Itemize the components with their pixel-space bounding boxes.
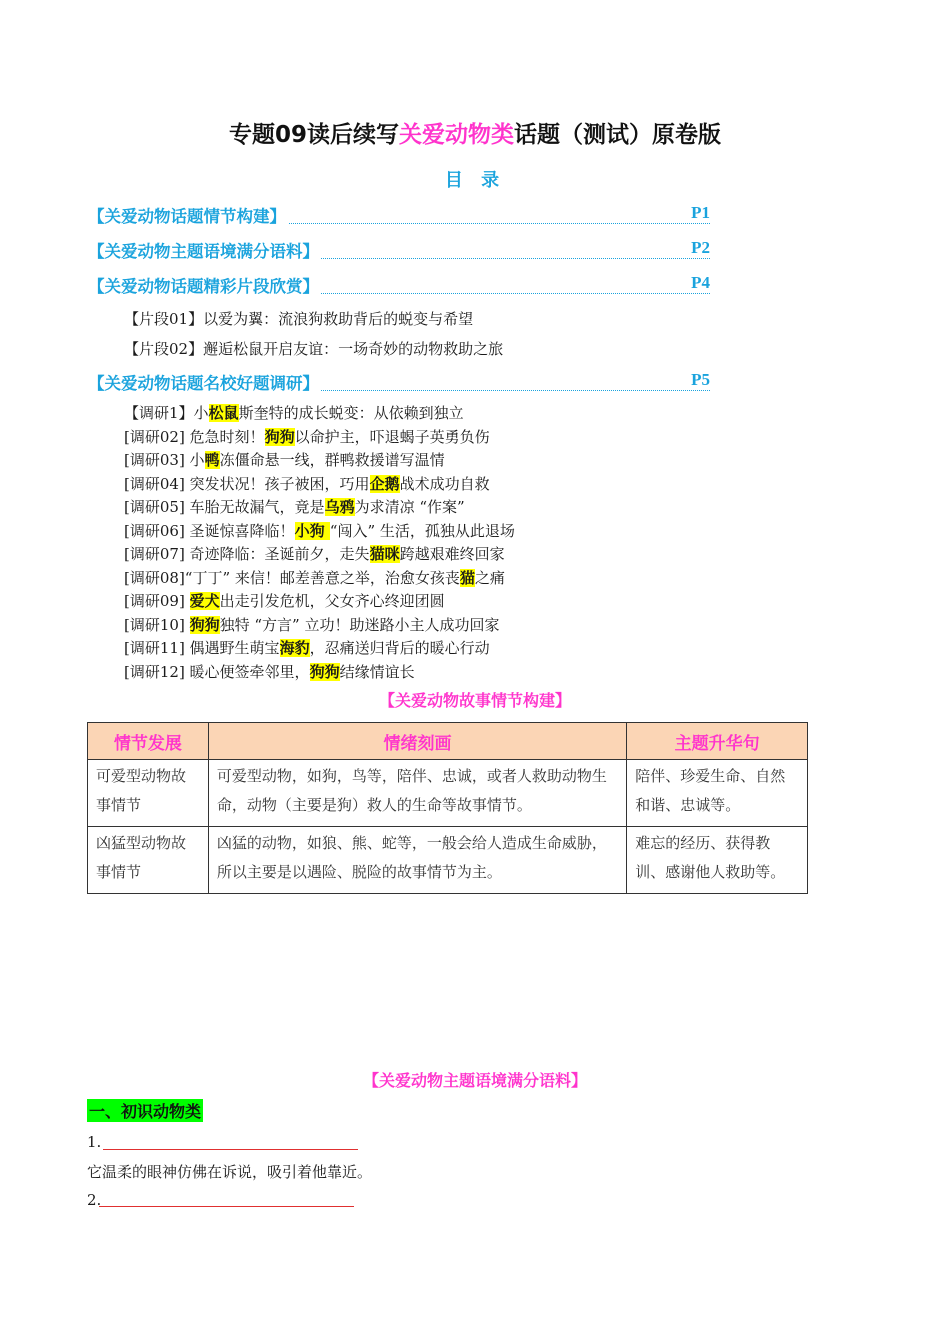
item-number: 2. (87, 1191, 102, 1209)
table-cell: 凶猛的动物，如狼、熊、蛇等，一般会给人造成生命威胁，所以主要是以遇险、脱险的故事情节为主。 (208, 827, 626, 894)
table-header-row (88, 723, 808, 760)
document-title: 专题09读后续写关爱动物类话题（测试）原卷版 (228, 122, 721, 148)
toc-page-number: P1 (691, 203, 710, 222)
section-title-plot: 【关爱动物故事情节构建】 (378, 691, 571, 710)
toc-survey-item: [调研06] 圣诞惊喜降临！小狗 “闯入” 生活，孤独从此退场 (124, 522, 515, 540)
toc-entry[interactable]: 【关爱动物话题名校好题调研】 P5 (88, 370, 710, 393)
title-highlight: 关爱动物类 (399, 122, 514, 148)
table-cell: 凶猛型动物故事情节 (88, 827, 209, 894)
toc-survey-item: [调研02] 危急时刻！狗狗以命护主，吓退蝎子英勇负伤 (124, 428, 490, 446)
table-cell: 陪伴、珍爱生命、自然和谐、忠诚等。 (627, 760, 808, 827)
toc-survey-item: [调研11] 偶遇野生萌宝海豹，忍痛送归背后的暖心行动 (124, 639, 490, 657)
table-cell: 可爱型动物，如狗，鸟等，陪伴、忠诚，或者人救助动物生命，动物（主要是狗）救人的生命等故事情节。 (208, 760, 626, 827)
toc-page-number: P4 (691, 273, 710, 292)
toc-entry[interactable]: 【关爱动物主题语境满分语料】 P2 (88, 238, 710, 261)
column-header: 情绪刻画 (208, 723, 626, 760)
toc-survey-item: [调研09] 爱犬出走引发危机，父女齐心终迎团圆 (124, 592, 445, 610)
corpus-sentence: 它温柔的眼神仿佛在诉说，吸引着他靠近。 (87, 1163, 373, 1181)
toc-survey-item: [调研05] 车胎无故漏气，竟是乌鸦为求清凉 “作案” (124, 498, 465, 516)
column-header: 主题升华句 (627, 723, 808, 760)
toc-fragment: 【片段02】邂逅松鼠开启友谊：一场奇妙的动物救助之旅 (124, 340, 504, 358)
toc-page-number: P5 (691, 370, 710, 389)
toc-survey-item: [调研10] 狗狗独特 “方言” 立功！助迷路小主人成功回家 (124, 616, 500, 634)
column-header: 情节发展 (88, 723, 209, 760)
item-number: 1. (87, 1133, 102, 1151)
toc-survey-item: [调研12] 暖心便签牵邻里，狗狗结缘情谊长 (124, 663, 415, 681)
table-row (88, 760, 808, 827)
toc-survey-item: 【调研1】小松鼠斯奎特的成长蜕变：从依赖到独立 (124, 404, 464, 422)
section-title-corpus: 【关爱动物主题语境满分语料】 (362, 1071, 587, 1090)
toc-survey-item: [调研04] 突发状况！孩子被困，巧用企鹅战术成功自救 (124, 475, 490, 493)
table-row (88, 827, 808, 894)
toc-survey-item: [调研08]“丁丁” 来信！邮差善意之举，治愈女孩丧猫之痛 (124, 569, 505, 587)
table-cell: 难忘的经历、获得教训、感谢他人救助等。 (627, 827, 808, 894)
toc-page-number: P2 (691, 238, 710, 257)
subsection-heading: 一、初识动物类 (87, 1099, 203, 1122)
fill-in-blank-line[interactable] (103, 1149, 358, 1150)
fill-in-blank-line[interactable] (99, 1206, 354, 1207)
toc-survey-item: [调研03] 小鸭冻僵命悬一线，群鸭救援谱写温情 (124, 451, 445, 469)
toc-survey-item: [调研07] 奇迹降临：圣诞前夕，走失猫咪跨越艰难终回家 (124, 545, 505, 563)
toc-fragment: 【片段01】以爱为翼：流浪狗救助背后的蜕变与希望 (124, 310, 474, 328)
toc-heading: 目 录 (444, 170, 506, 191)
toc-entry[interactable]: 【关爱动物话题情节构建】 P1 (88, 203, 710, 226)
plot-table (87, 722, 808, 894)
toc-entry[interactable]: 【关爱动物话题精彩片段欣赏】 P4 (88, 273, 710, 296)
table-cell: 可爱型动物故事情节 (88, 760, 209, 827)
